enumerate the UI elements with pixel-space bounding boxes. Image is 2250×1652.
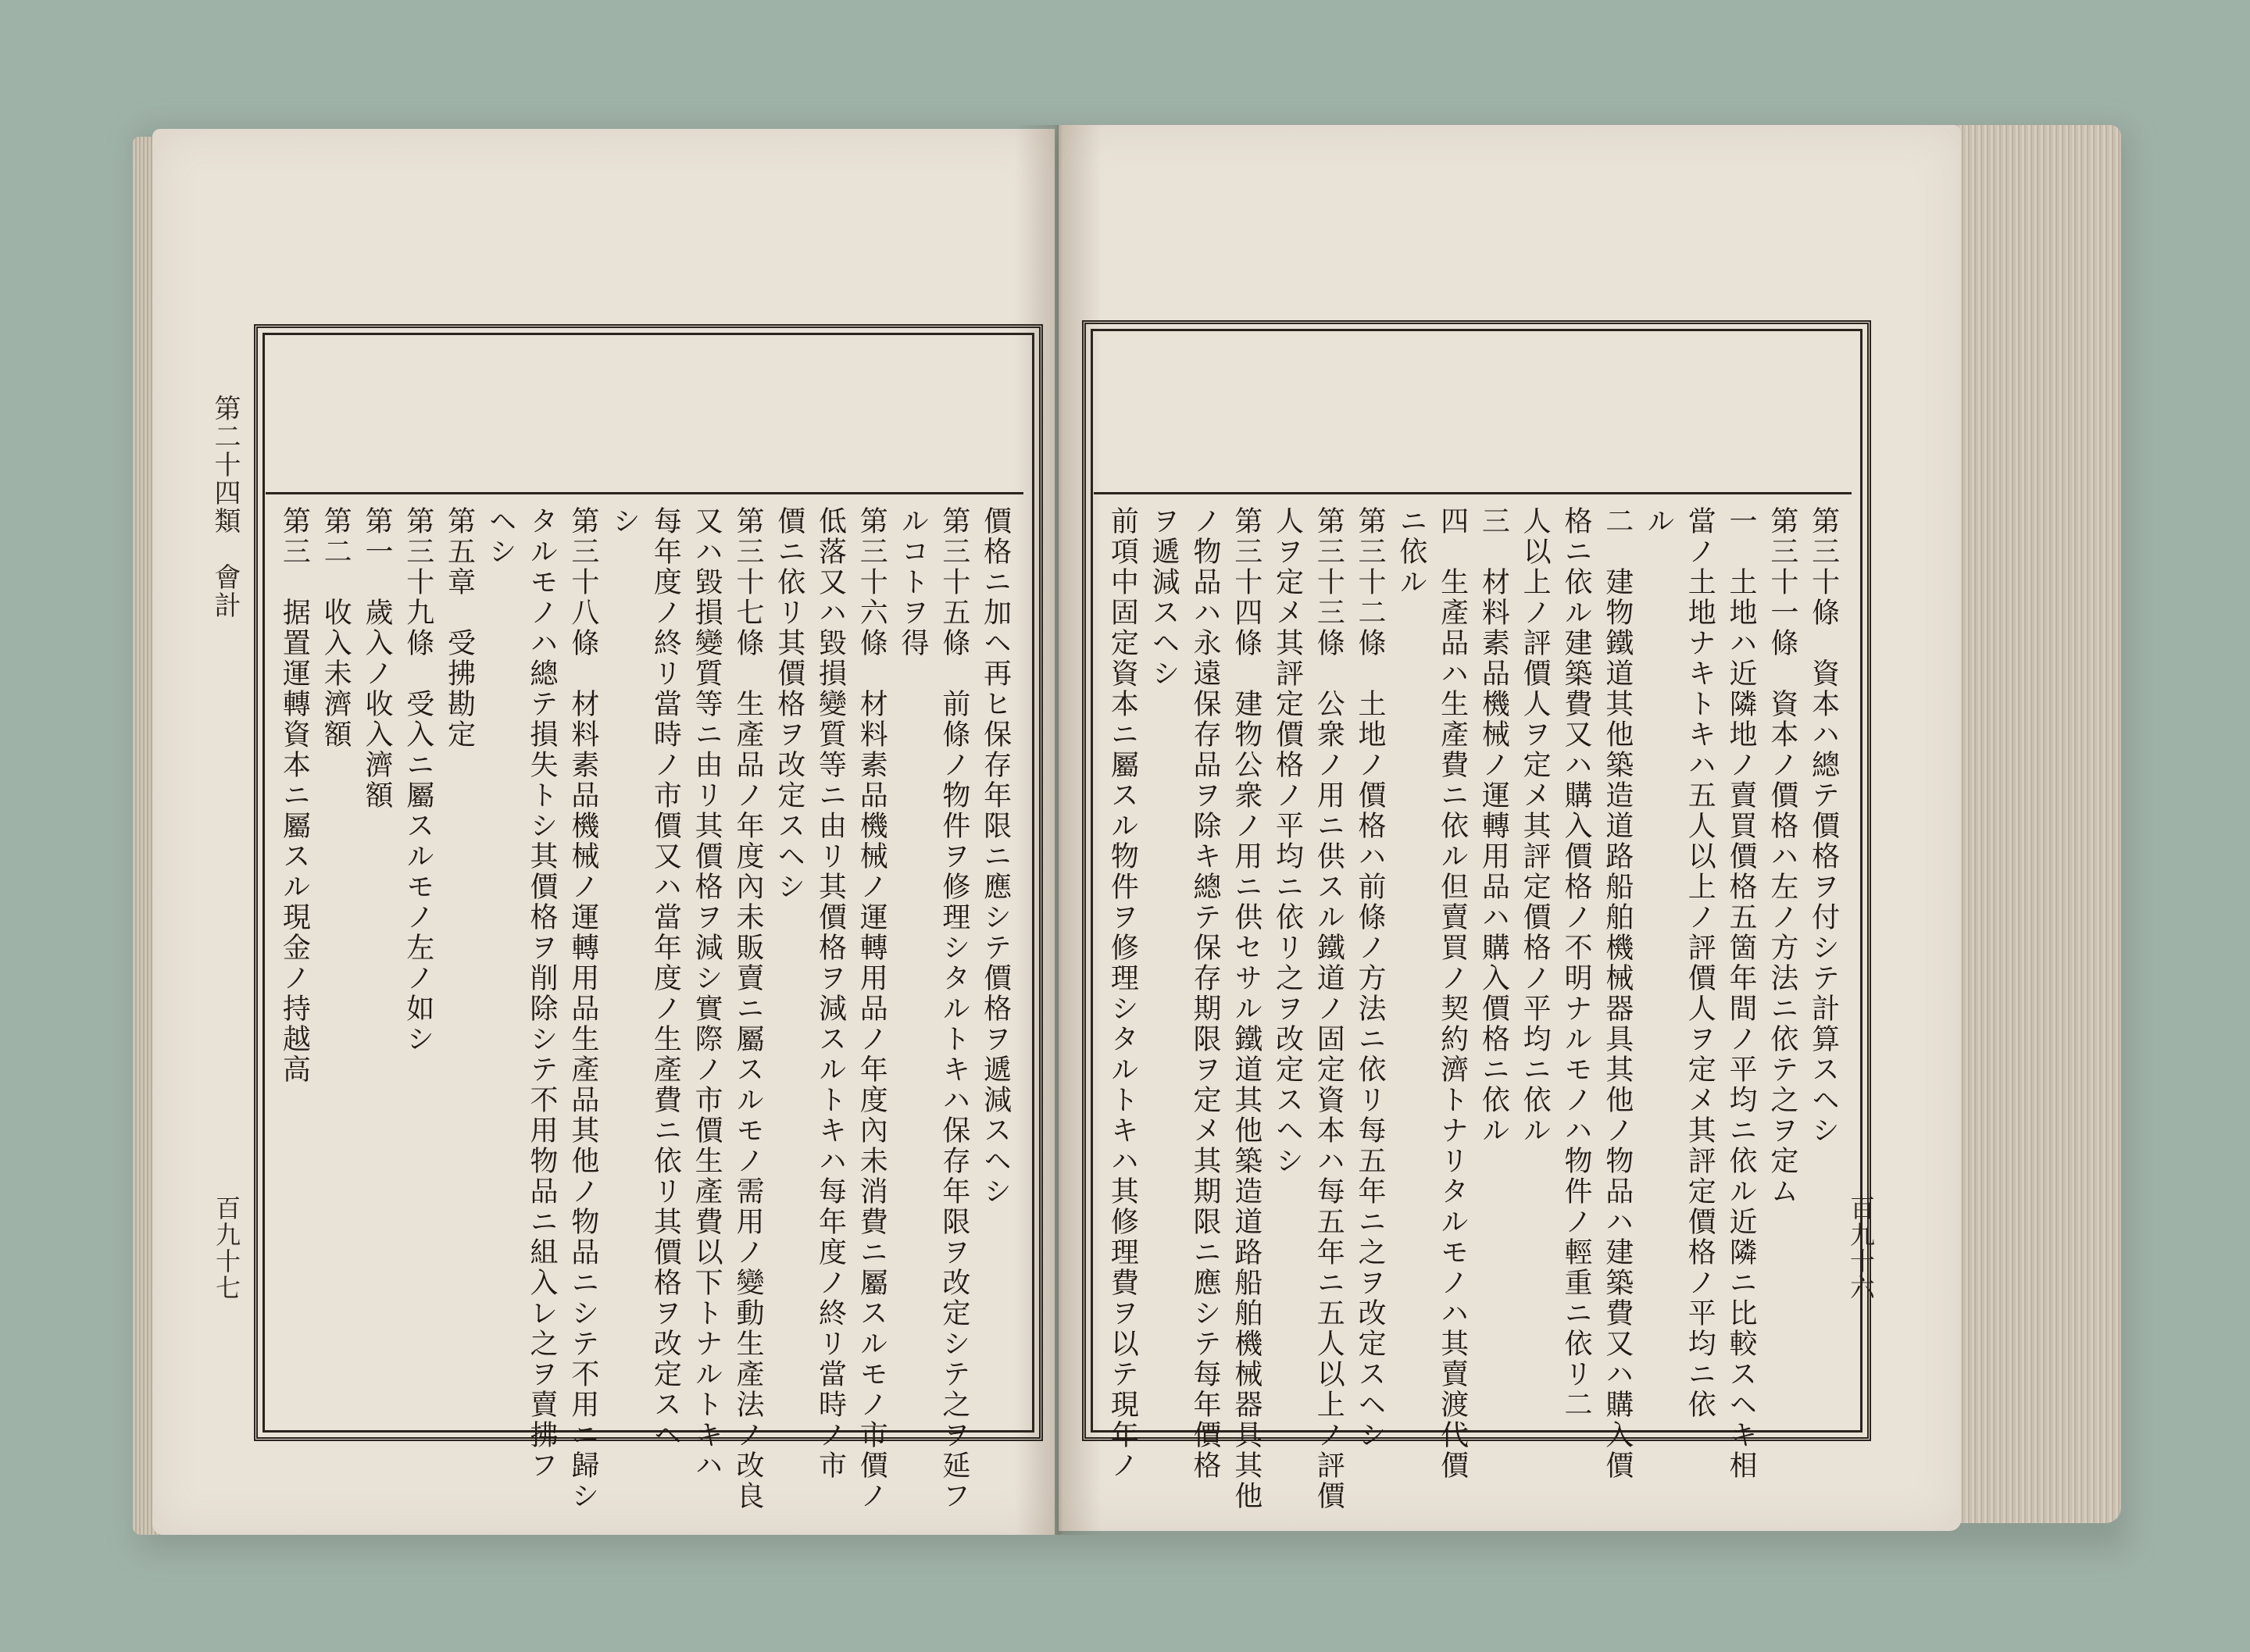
left-page-number: 百九十七: [212, 1195, 241, 1301]
right-page-text-columns: [1102, 506, 1844, 1511]
text-column: 價格ニ加ヘ再ヒ保存年限ニ應シテ價格ヲ遞減スヘシ: [979, 506, 1012, 1207]
text-column: 第三十條 資本ハ總テ價格ヲ付シテ計算スヘシ: [1807, 506, 1840, 1146]
text-column: 二 建物鐵道其他築造道路船舶機械器具其他ノ物品ハ建築費又ハ購入價: [1601, 506, 1634, 1481]
text-column: 前項中固定資本ニ屬スル物件ヲ修理シタルトキハ其修理費ヲ以テ現年ノ: [1106, 506, 1139, 1481]
text-column: ノ物品ハ永遠保存品ヲ除キ總テ保存期限ヲ定メ其期限ニ應シテ每年價格: [1188, 506, 1221, 1481]
text-column: 當ノ土地ナキトキハ五人以上ノ評價人ヲ定メ其評定價格ノ平均ニ依: [1684, 506, 1716, 1420]
text-column: タルモノハ總テ損失トシ其價格ヲ削除シテ不用物品ニ組入レ之ヲ賣拂フ: [526, 506, 559, 1481]
text-column: ニ依ル: [1395, 506, 1427, 598]
text-column: ル: [1642, 506, 1675, 537]
right-page-number: 百九十六: [1846, 1195, 1876, 1301]
text-column: 每年度ノ終リ當時ノ市價又ハ當年度ノ生產費ニ依リ其價格ヲ改定スヘ: [649, 506, 682, 1450]
text-column: 價ニ依リ其價格ヲ改定スヘシ: [773, 506, 805, 902]
text-column: 人以上ノ評價人ヲ定メ其評定價格ノ平均ニ依ル: [1519, 506, 1552, 1146]
text-column: 一 土地ハ近隣地ノ賣買價格五箇年間ノ平均ニ依ル近隣ニ比較スヘキ相: [1725, 506, 1758, 1481]
text-column: 第三十六條 材料素品機械ノ運轉用品ノ年度內未消費ニ屬スルモノ市價ノ: [855, 506, 888, 1511]
text-column: 三 材料素品機械ノ運轉用品ハ購入價格ニ依ル: [1477, 506, 1510, 1146]
text-column: 第三十二條 土地ノ價格ハ前條ノ方法ニ依リ每五年ニ之ヲ改定スヘシ: [1354, 506, 1387, 1450]
text-column: ヘシ: [484, 506, 517, 567]
text-column: シ: [608, 506, 641, 537]
text-column: 第三十七條 生產品ノ年度內未販賣ニ屬スルモノ需用ノ變動生產法ノ改良: [731, 506, 764, 1511]
text-column: 第三十一條 資本ノ價格ハ左ノ方法ニ依テ之ヲ定ム: [1766, 506, 1798, 1207]
left-page-text-columns: [273, 506, 1016, 1511]
left-running-header: 第二十四類 會計: [209, 394, 241, 619]
text-column: 第二 收入未濟額: [320, 506, 352, 750]
text-column: 第五章 受拂勘定: [443, 506, 476, 750]
text-column: 格ニ依ル建築費又ハ購入價格ノ不明ナルモノハ物件ノ輕重ニ依リ二: [1559, 506, 1592, 1420]
right-page-edges: [1953, 125, 2121, 1523]
text-column: 又ハ毀損變質等ニ由リ其價格ヲ減シ實際ノ市價生產費以下トナルトキハ: [691, 506, 723, 1481]
text-column: 第三十五條 前條ノ物件ヲ修理シタルトキハ保存年限ヲ改定シテ之ヲ延フ: [938, 506, 970, 1511]
text-column: 第三十四條 建物公衆ノ用ニ供セサル鐵道其他築造道路船舶機械器具其他: [1230, 506, 1262, 1511]
text-column: 第三十九條 受入ニ屬スルモノ左ノ如シ: [402, 506, 434, 1054]
text-column: 低落又ハ毀損變質等ニ由リ其價格ヲ減スルトキハ每年度ノ終リ當時ノ市: [814, 506, 847, 1481]
text-column: 第三 据置運轉資本ニ屬スル現金ノ持越高: [278, 506, 311, 1085]
text-column: 四 生產品ハ生產費ニ依ル但賣買ノ契約濟トナリタルモノハ其賣渡代價: [1436, 506, 1469, 1481]
right-page-header-rule: [1094, 492, 1852, 494]
left-page-header-rule: [266, 492, 1023, 494]
text-column: 人ヲ定メ其評定價格ノ平均ニ依リ之ヲ改定スヘシ: [1271, 506, 1304, 1176]
text-column: ヲ遞減スヘシ: [1148, 506, 1180, 689]
text-column: 第三十八條 材料素品機械ノ運轉用品生產品其他ノ物品ニシテ不用ニ歸シ: [566, 506, 599, 1511]
text-column: 第三十三條 公衆ノ用ニ供スル鐵道ノ固定資本ハ每五年ニ五人以上ノ評價: [1312, 506, 1345, 1511]
text-column: ルコトヲ得: [897, 506, 930, 658]
text-column: 第一 歲入ノ收入濟額: [360, 506, 393, 811]
